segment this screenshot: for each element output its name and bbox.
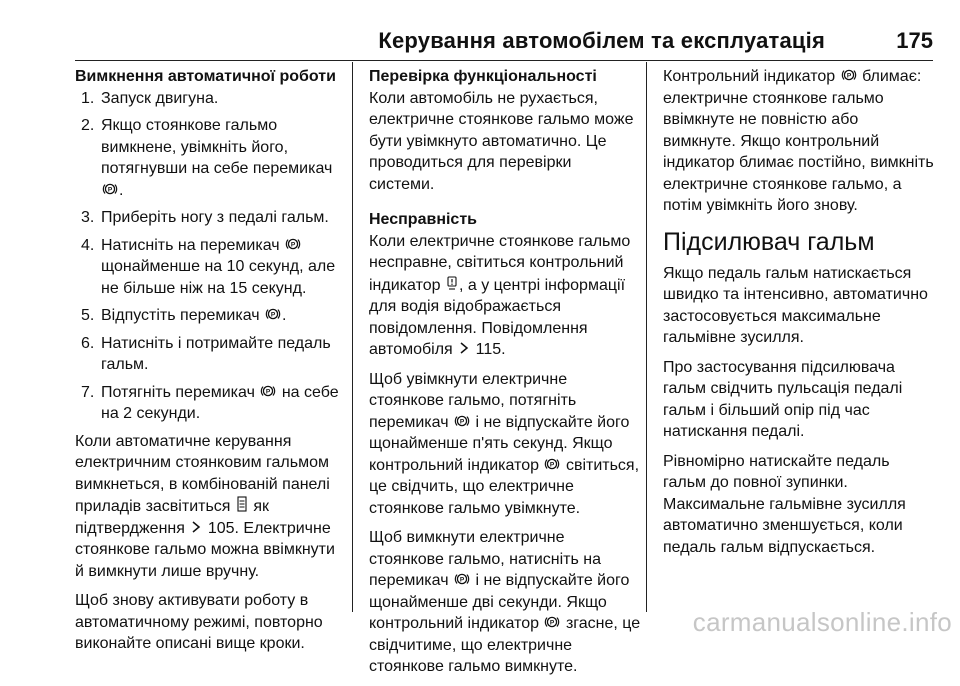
parking-brake-icon <box>841 67 857 83</box>
column-3 <box>663 66 935 566</box>
list-item: 2. Якщо стоянкове гальмо вимкнене, увімкніть його, потягнувши на себе перемикач . <box>81 117 333 199</box>
page-header <box>75 20 933 60</box>
page-reference-arrow-icon <box>190 519 202 535</box>
page-number: 175 <box>896 28 933 53</box>
parking-brake-icon <box>285 236 301 252</box>
parking-brake-icon <box>454 413 470 429</box>
parking-brake-icon <box>102 181 118 197</box>
column-divider <box>352 62 353 612</box>
watermark: carmanualsonline.info <box>692 607 952 637</box>
paragraph: Коли автоматичне керування електричним стоянковим гальмом вимкнеться, в комбінованій панелі приладів засвітиться як підтвердження 105. Електричне стоянкове гальмо можна ввімкнути й вимкнути лише вручну. <box>75 432 335 580</box>
paragraph: Щоб вимкнути електричне стоянкове гальмо, натисніть на перемикач і не відпускайте його щонайменше дві секунди. Якщо контрольний індикатор згасне, це свідчитиме, що електричне стоянкове гальмо вимкнуте. <box>369 529 641 675</box>
column-1 <box>75 66 345 663</box>
page-reference-arrow-icon <box>458 340 470 356</box>
parking-brake-icon <box>454 571 470 587</box>
list-item: 3. Приберіть ногу з педалі гальм. <box>81 209 329 226</box>
section-heading: Вимкнення автоматичної роботи <box>75 68 336 85</box>
list-item: 5. Відпустіть перемикач . <box>81 307 287 324</box>
warning-indicator-icon <box>446 274 458 292</box>
manual-mode-indicator-icon <box>236 495 248 513</box>
list-item: 4. Натисніть на перемикач щонайменше на 10 секунд, але не більше ніж на 15 секунд. <box>81 236 336 297</box>
list-item: 1. Запуск двигуна. <box>81 89 219 107</box>
parking-brake-icon <box>265 306 281 322</box>
parking-brake-icon <box>544 456 560 472</box>
section-heading: Підсилювач гальм <box>663 227 875 256</box>
list-item: 7. Потягніть перемикач на себе на 2 секунди. <box>81 383 339 422</box>
paragraph: Щоб увімкнути електричне стоянкове гальмо, потягніть перемикач і не відпускайте його щонайменше п'ять секунд. Якщо контрольний індикатор світиться, це свідчить, що електричне стоянкове гальмо увімкнуте. <box>369 370 640 517</box>
column-2 <box>369 66 641 686</box>
header-divider <box>75 60 933 61</box>
parking-brake-icon <box>544 614 560 630</box>
paragraph: Щоб знову активувати роботу в автоматичному режимі, повторно виконайте описані вище кроки. <box>75 592 323 652</box>
section-heading: Несправність <box>369 211 477 228</box>
page-title: Керування автомобілем та експлуатація <box>378 28 825 53</box>
paragraph: Контрольний індикатор блимає: електричне стоянкове гальмо ввімкнуте не повністю або вимкнуте. Якщо контрольний індикатор блимає постійно, вимкніть електричне стоянкове гальмо, а потім увімкніть його знову. <box>663 68 934 214</box>
paragraph: Про застосування підсилювача гальм свідчить пульсація педалі гальм і більший опір під час натискання педалі. <box>663 358 903 440</box>
paragraph: Рівномірно натискайте педаль гальм до повної зупинки. Максимальне гальмівне зусилля автоматично зменшується, коли педаль гальм відпускається. <box>663 452 906 556</box>
list-item: 6. Натисніть і потримайте педаль гальм. <box>81 334 331 373</box>
section-heading: Перевірка функціональності <box>369 68 597 85</box>
paragraph: Коли автомобіль не рухається, електричне стоянкове гальмо може бути увімкнуто автоматично. Це проводиться для перевірки системи. <box>369 89 634 193</box>
column-divider <box>646 62 647 612</box>
parking-brake-icon <box>260 383 276 399</box>
paragraph: Якщо педаль гальм натискається швидко та інтенсивно, автоматично застосовується максимальне гальмівне зусилля. <box>663 264 928 346</box>
steps-list <box>75 88 345 425</box>
paragraph: Коли електричне стоянкове гальмо несправне, світиться контрольний індикатор , а у центрі інформації для водія відображається повідомлення. Повідомлення автомобіля 115. <box>369 232 631 358</box>
